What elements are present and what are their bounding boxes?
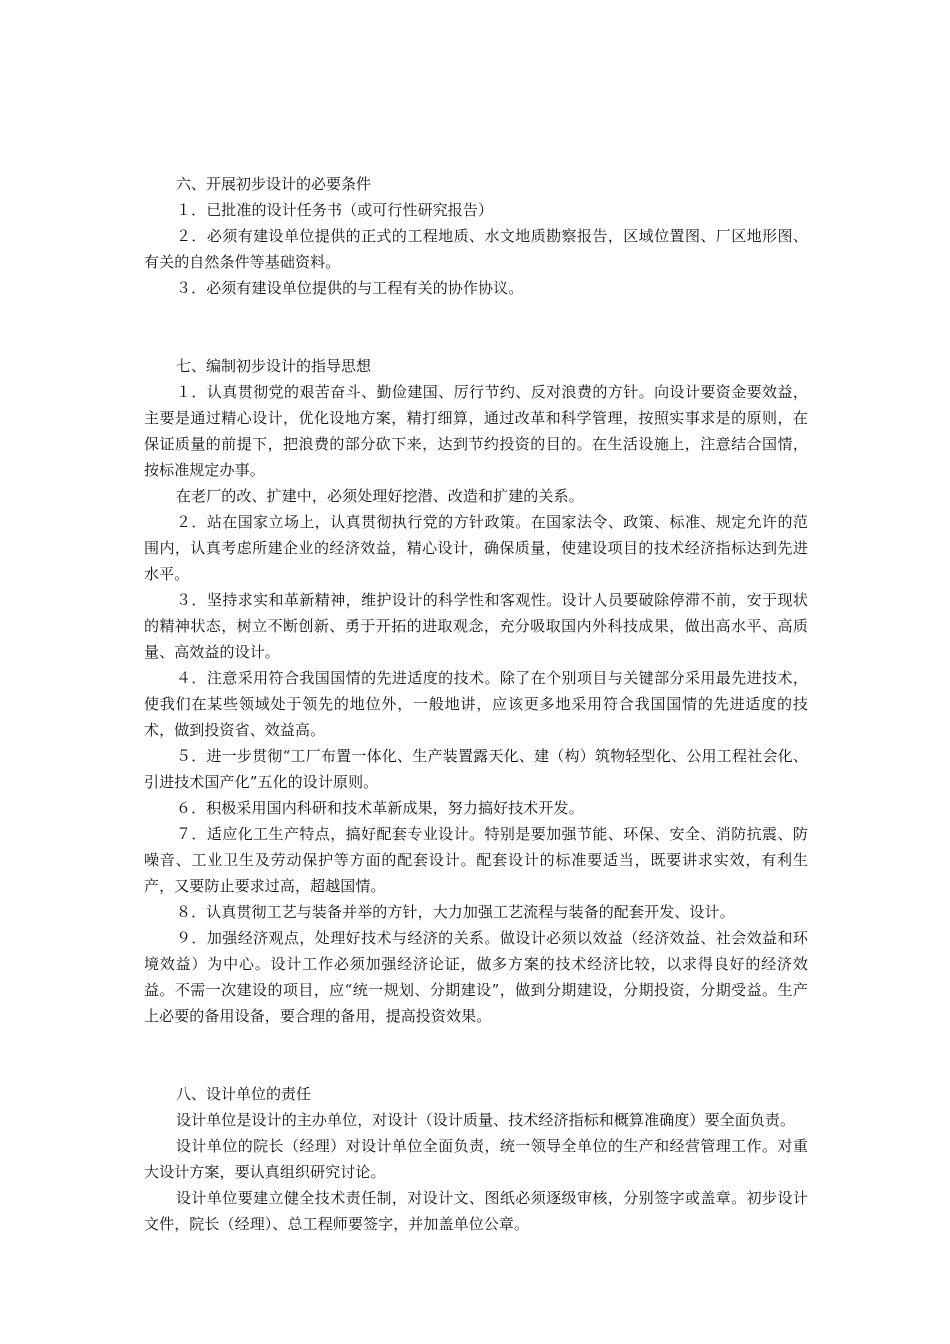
paragraph: ８．认真贯彻工艺与装备并举的方针，大力加强工艺流程与装备的配套开发、设计。 bbox=[176, 903, 735, 921]
paragraph: ６．积极采用国内科研和技术革新成果，努力搞好技术开发。 bbox=[176, 799, 584, 817]
paragraph: ３．必须有建设单位提供的与工程有关的协作协议。 bbox=[176, 279, 524, 297]
paragraph: ５．进一步贯彻“工厂布置一体化、生产装置露天化、建（构）筑物轻型化、公用工程社会化、引进技术国产化”五化的设计原则。 bbox=[144, 747, 808, 791]
paragraph: ９．加强经济观点，处理好技术与经济的关系。做设计必须以效益（经济效益、社会效益和环境效益）为中心。设计工作必须加强经济论证，做多方案的技术经济比较，以求得良好的经济效益。不需一次建设的项目，应“统一规划、分期建设”，做到分期建设，分期投资，分期受益。生产上必要的备用设备，要合理的备用，提高投资效果。 bbox=[144, 929, 808, 1025]
section-designer-responsibility bbox=[144, 1081, 808, 1237]
section-prerequisites bbox=[144, 171, 808, 301]
paragraph: ２．必须有建设单位提供的正式的工程地质、水文地质勘察报告，区域位置图、厂区地形图、有关的自然条件等基础资料。 bbox=[144, 227, 808, 271]
document-page bbox=[144, 171, 808, 1237]
paragraph: ３．坚持求实和革新精神，维护设计的科学性和客观性。设计人员要破除停滞不前，安于现状的精神状态，树立不断创新、勇于开拓的进取观念，充分吸取国内外科技成果，做出高水平、高质量、高效益的设计。 bbox=[144, 591, 808, 661]
paragraph: ７．适应化工生产特点，搞好配套专业设计。特别是要加强节能、环保、安全、消防抗震、防噪音、工业卫生及劳动保护等方面的配套设计。配套设计的标准要适当，既要讲求实效，有利生产，又要防止要求过高，超越国情。 bbox=[144, 825, 808, 895]
section-title: 六、开展初步设计的必要条件 bbox=[176, 175, 372, 193]
paragraph: 设计单位的院长（经理）对设计单位全面负责，统一领导全单位的生产和经营管理工作。对重大设计方案，要认真组织研究讨论。 bbox=[144, 1137, 808, 1181]
paragraph: １．已批准的设计任务书（或可行性研究报告） bbox=[176, 201, 494, 219]
paragraph: ２．站在国家立场上，认真贯彻执行党的方针政策。在国家法令、政策、标准、规定允许的范围内，认真考虑所建企业的经济效益，精心设计，确保质量，使建设项目的技术经济指标达到先进水平。 bbox=[144, 513, 808, 583]
section-title: 八、设计单位的责任 bbox=[176, 1085, 312, 1103]
paragraph: 设计单位要建立健全技术责任制，对设计文、图纸必须逐级审核，分别签字或盖章。初步设计文件，院长（经理）、总工程师要签字，并加盖单位公章。 bbox=[144, 1189, 808, 1233]
paragraph: 在老厂的改、扩建中，必须处理好挖潜、改造和扩建的关系。 bbox=[176, 487, 584, 505]
section-title: 七、编制初步设计的指导思想 bbox=[176, 357, 372, 375]
paragraph: ４．注意采用符合我国国情的先进适度的技术。除了在个别项目与关键部分采用最先进技术，使我们在某些领域处于领先的地位外，一般地讲，应该更多地采用符合我国国情的先进适度的技术，做到投资省、效益高。 bbox=[144, 669, 808, 739]
paragraph: 设计单位是设计的主办单位，对设计（设计质量、技术经济指标和概算准确度）要全面负责。 bbox=[176, 1111, 796, 1129]
paragraph: １．认真贯彻党的艰苦奋斗、勤俭建国、厉行节约、反对浪费的方针。向设计要资金要效益，主要是通过精心设计，优化设地方案，精打细算，通过改革和科学管理，按照实事求是的原则，在保证质量的前提下，把浪费的部分砍下来，达到节约投资的目的。在生活设施上，注意结合国情，按标准规定办事。 bbox=[144, 383, 808, 479]
section-guiding-principles bbox=[144, 353, 808, 1029]
